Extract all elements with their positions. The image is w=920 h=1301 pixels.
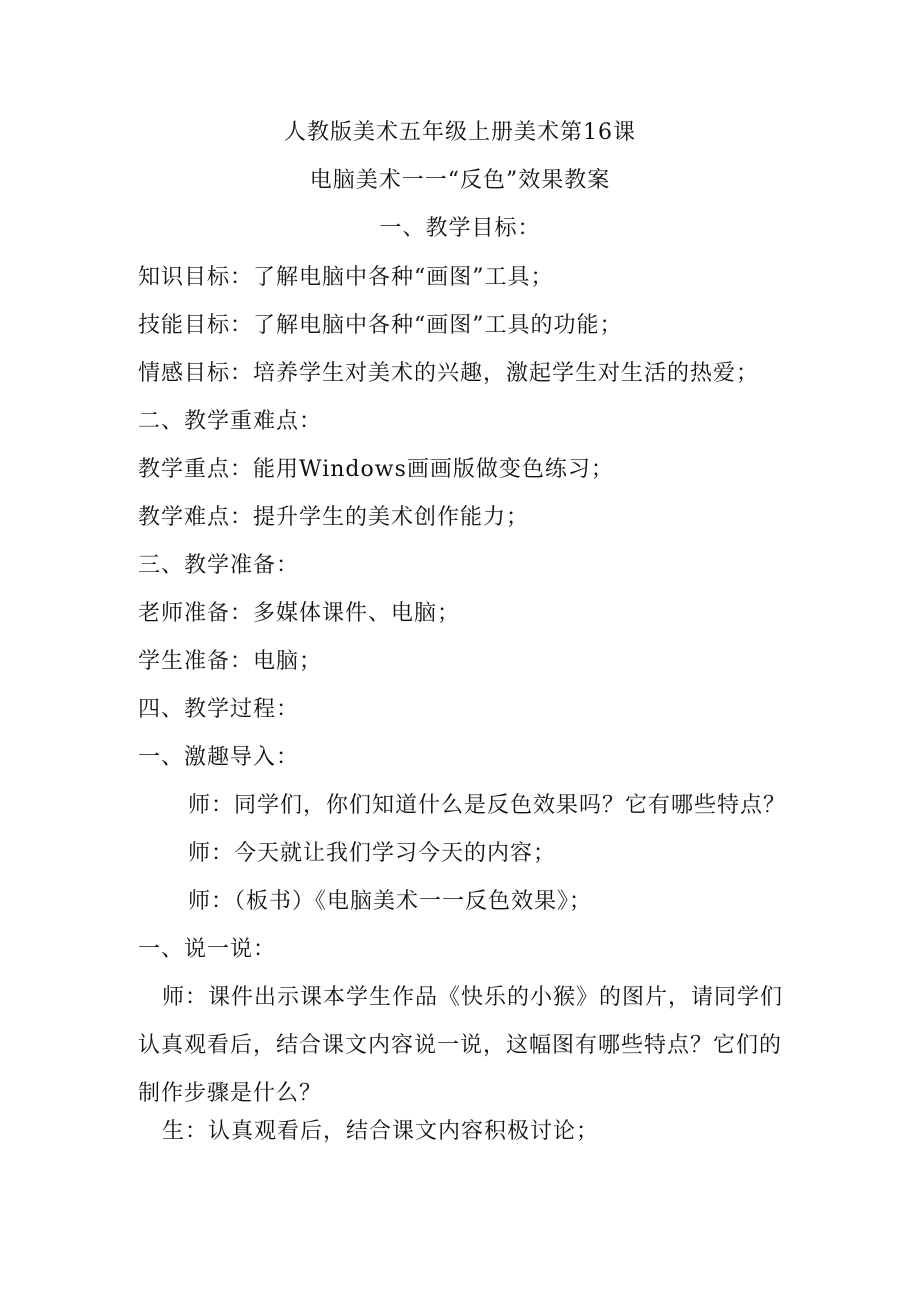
step2-title: 一、说一说： [138,937,277,962]
section-heading-process: 四、教学过程： [138,697,300,722]
student-preparation: 学生准备：电脑； [138,649,323,674]
step1-line2: 师：今天就让我们学习今天的内容； [188,841,557,866]
step2-student-response: 生：认真观看后，结合课文内容积极讨论； [162,1119,600,1144]
difficult-point: 教学难点：提升学生的美术创作能力； [138,505,530,530]
key-point: 教学重点：能用Windows画画版做变色练习； [138,457,614,482]
step1-line1: 师：同学们，你们知道什么是反色效果吗？它有哪些特点？ [188,793,787,818]
step1-line3: 师：（板书）《电脑美术一一反色效果》； [188,889,593,914]
document-title-line1: 人教版美术五年级上册美术第16课 [284,120,636,145]
goal-knowledge: 知识目标：了解电脑中各种“画图”工具； [138,265,554,290]
section-heading-objectives: 一、教学目标： [379,216,541,241]
goal-skill: 技能目标：了解电脑中各种“画图”工具的功能； [138,313,623,338]
goal-emotion: 情感目标：培养学生对美术的兴趣，激起学生对生活的热爱； [138,361,760,386]
section-heading-key-points: 二、教学重难点： [138,409,323,434]
step2-paragraph-line2: 认真观看后，结合课文内容说一说，这幅图有哪些特点？它们的 [138,1033,783,1058]
document-title-line2: 电脑美术一一“反色”效果教案 [309,168,611,193]
step2-paragraph-line3: 制作步骤是什么？ [138,1081,323,1106]
step2-paragraph-line1: 师：课件出示课本学生作品《快乐的小猴》的图片，请同学们 [162,985,784,1010]
section-heading-preparation: 三、教学准备： [138,553,300,578]
step1-title: 一、激趣导入： [138,745,300,770]
teacher-preparation: 老师准备：多媒体课件、电脑； [138,601,461,626]
